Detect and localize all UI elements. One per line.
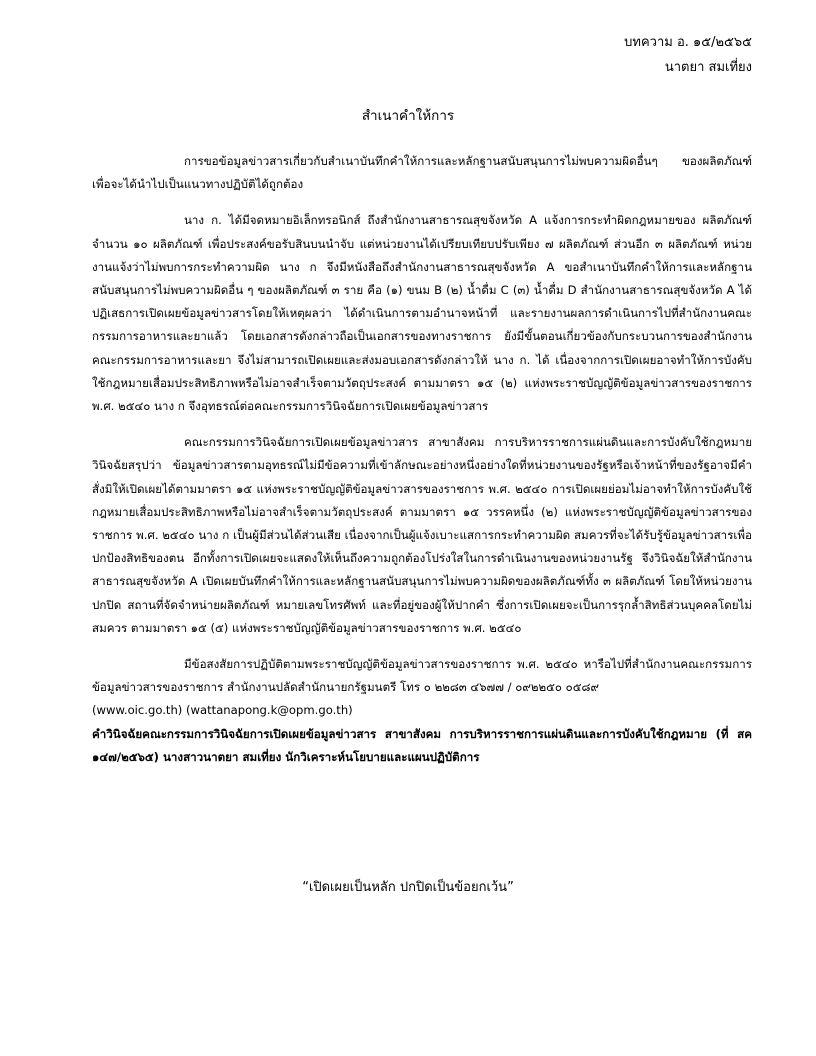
motto: “เปิดเผยเป็นหลัก ปกปิดเป็นข้อยกเว้น” (302, 880, 514, 895)
intro-paragraph: การขอข้อมูลข่าวสารเกี่ยวกับสำเนาบันทึกคำให้การและหลักฐานสนับสนุนการไม่พบความผิดอื่นๆ ของผลิตภัณฑ์ เพื่อจะได้นำไปเป็นแนวทางปฏิบัติได้ถูกต้อง (92, 154, 752, 192)
document-title: สำเนาคำให้การ (361, 108, 455, 124)
decision-paragraph: คณะกรรมการวินิจฉัยการเปิดเผยข้อมูลข่าวสาร สาขาสังคม การบริหารราชการแผ่นดินและการบังคับใช้กฎหมาย วินิจฉัยสรุปว่า ข้อมูลข่าวสารตามอุทธรณ์ไม่มีข้อความที่เข้าลักษณะอย่างหนึ่งอย่างใดที่หน่วยงานของรัฐหรือเจ้าหน้าที่ของรัฐอาจมีคำสั่งมิให้เปิดเผยได้ตามมาตรา ๑๕ แห่งพระราชบัญญัติข้อมูลข่าวสารของราชการ พ.ศ. ๒๕๔๐ การเปิดเผยย่อมไม่อาจทำให้การบังคับใช้กฎหมายเสื่อมประสิทธิภาพหรือไม่อาจสำเร็จตามวัตถุประสงค์ ตามมาตรา ๑๕ วรรคหนึ่ง (๒) แห่งพระราชบัญญัติข้อมูลข่าวสารของราชการ พ.ศ. ๒๕๔๐ นาง ก เป็นผู้มีส่วนได้ส่วนเสีย เนื่องจากเป็นผู้แจ้งเบาะแสการกระทำความผิด สมควรที่จะได้รับรู้ข้อมูลข่าวสารเพื่อปกป้องสิทธิของตน อีกทั้งการเปิดเผยจะแสดงให้เห็นถึงความถูกต้องโปร่งใสในการดำเนินงานของหน่วยงานรัฐ จึงวินิจฉัยให้สำนักงานสาธารณสุขจังหวัด A เปิดเผยบันทึกคำให้การและหลักฐานสนับสนุนการไม่พบความผิดของผลิตภัณฑ์ทั้ง ๓ ผลิตภัณฑ์ โดยให้หน่วยงานปกปิด สถานที่จัดจำหน่ายผลิตภัณฑ์ หมายเลขโทรศัพท์ และที่อยู่ของผู้ให้ปากคำ ซึ่งการเปิดเผยจะเป็นการรุกล้ำสิทธิส่วนบุคคลโดยไม่สมควร ตามมาตรา ๑๕ (๕) แห่งพระราชบัญญัติข้อมูลข่าวสารของราชการ พ.ศ. ๒๕๔๐ (92, 435, 752, 635)
facts-paragraph: นาง ก. ได้มีจดหมายอิเล็กทรอนิกส์ ถึงสำนักงานสาธารณสุขจังหวัด A แจ้งการกระทำผิดกฎหมายของ ผลิตภัณฑ์ จำนวน ๑๐ ผลิตภัณฑ์ เพื่อประสงค์ขอรับสินบนนำจับ แต่หน่วยงานได้เปรียบเทียบปรับเพียง ๗ ผลิตภัณฑ์ ส่วนอีก ๓ ผลิตภัณฑ์ หน่วยงานแจ้งว่าไม่พบการกระทำความผิด นาง ก จึงมีหนังสือถึงสำนักงานสาธารณสุขจังหวัด A ขอสำเนาบันทึกคำให้การและหลักฐานสนับสนุนการไม่พบความผิดอื่น ๆ ของผลิตภัณฑ์ ๓ ราย คือ (๑) ขนม B (๒) น้ำดื่ม C (๓) น้ำดื่ม D สำนักงานสาธารณสุขจังหวัด A ได้ปฏิเสธการเปิดเผยข้อมูลข่าวสารโดยให้เหตุผลว่า ได้ดำเนินการตามอำนาจหน้าที่ และรายงานผลการดำเนินการไปที่สำนักงานคณะกรรมการอาหารและยาแล้ว โดยเอกสารดังกล่าวถือเป็นเอกสารของทางราชการ ยังมีขั้นตอนเกี่ยวข้องกับกระบวนการของสำนักงานคณะกรรมการอาหารและยา จึงไม่สามารถเปิดเผยและส่งมอบเอกสารดังกล่าวให้ นาง ก. ได้ เนื่องจากการเปิดเผยอาจทำให้การบังคับใช้กฎหมายเสื่อมประสิทธิภาพหรือไม่อาจสำเร็จตามวัตถุประสงค์ ตามมาตรา ๑๕ (๒) แห่งพระราชบัญญัติข้อมูลข่าวสารของราชการ พ.ศ. ๒๕๔๐ นาง ก จึงอุทธรณ์ต่อคณะกรรมการวินิจฉัยการเปิดเผยข้อมูลข่าวสาร (92, 213, 752, 414)
author-name: นาตยา สมเที่ยง (664, 60, 752, 75)
contact-links: (www.oic.go.th) (wattanapong.k@opm.go.th) (92, 703, 353, 718)
reference-note: คำวินิจฉัยคณะกรรมการวินิจฉัยการเปิดเผยข้อมูลข่าวสาร สาขาสังคม การบริหารราชการแผ่นดินและการบังคับใช้กฎหมาย (ที่ สค ๑๔๗/๒๕๖๕) นางสาวนาตยา สมเที่ยง นักวิเคราะห์นโยบายและแผนปฏิบัติการ (92, 726, 752, 764)
contact-paragraph: มีข้อสงสัยการปฏิบัติตามพระราชบัญญัติข้อมูลข่าวสารของราชการ พ.ศ. ๒๕๔๐ หารือไปที่สำนักงานคณะกรรมการข้อมูลข่าวสารของราชการ สำนักงานปลัดสำนักนายกรัฐมนตรี โทร ๐ ๒๒๘๓ ๔๖๗๗ / ๐๙๒๒๕๐ ๐๕๘๙ (92, 657, 752, 695)
article-number: บทความ อ. ๑๕/๒๕๖๕ (624, 35, 752, 50)
article-header (624, 30, 752, 80)
document-body (92, 150, 752, 769)
